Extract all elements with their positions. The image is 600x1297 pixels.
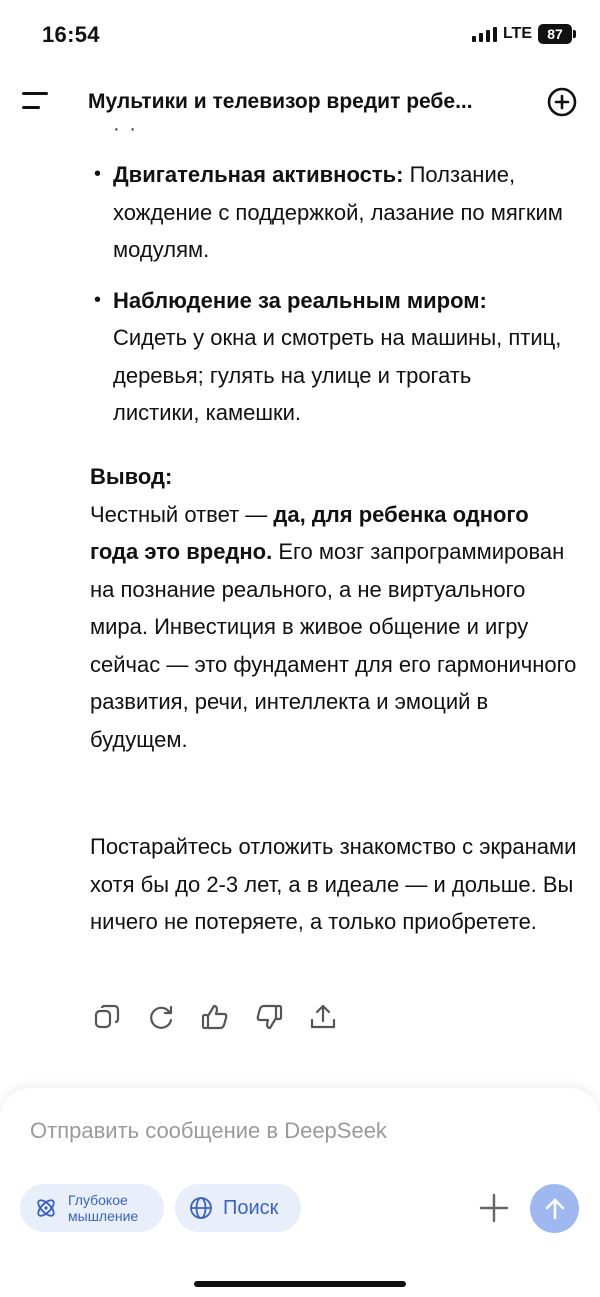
share-icon bbox=[308, 1002, 338, 1032]
message-input[interactable] bbox=[30, 1118, 550, 1144]
share-button[interactable] bbox=[308, 1002, 338, 1032]
like-button[interactable] bbox=[200, 1002, 230, 1032]
arrow-up-icon bbox=[542, 1196, 568, 1222]
thumbs-down-icon bbox=[254, 1002, 284, 1032]
chat-title[interactable]: Мультики и телевизор вредит ребе... bbox=[88, 90, 473, 113]
network-type: LTE bbox=[502, 25, 532, 42]
home-indicator[interactable] bbox=[194, 1281, 406, 1287]
list-item bbox=[0, 156, 563, 269]
conclusion-bold: да, для ребенка одного года это вредно. bbox=[90, 501, 529, 564]
search-label: Поиск bbox=[223, 1196, 279, 1219]
conclusion-prefix: Честный ответ — bbox=[90, 501, 274, 527]
menu-button[interactable] bbox=[22, 89, 50, 113]
deep-thinking-button[interactable] bbox=[20, 1184, 164, 1232]
battery-level: 87 bbox=[547, 26, 563, 42]
closing-paragraph: Постарайтесь отложить знакомство с экранами хотя бы до 2-3 лет, а в идеале — и дольше. Вы ничего не потеряете, а только приобретете. bbox=[90, 834, 577, 934]
search-button[interactable] bbox=[175, 1184, 301, 1232]
atom-icon bbox=[34, 1196, 58, 1220]
list-item bbox=[0, 282, 563, 432]
chat-header bbox=[0, 78, 600, 126]
bullet-text: Ползание, хождение с поддержкой, лазание по мягким модулям. bbox=[113, 162, 563, 262]
copy-button[interactable] bbox=[92, 1002, 122, 1032]
menu-icon bbox=[22, 92, 48, 95]
new-chat-button[interactable] bbox=[546, 86, 578, 118]
regenerate-button[interactable] bbox=[146, 1002, 176, 1032]
status-time: 16:54 bbox=[42, 22, 100, 47]
send-button[interactable] bbox=[530, 1184, 579, 1233]
bullet-heading: Наблюдение за реальным миром: bbox=[113, 287, 487, 313]
message-actions bbox=[92, 1002, 338, 1032]
attach-button[interactable] bbox=[478, 1192, 510, 1224]
bullet-list bbox=[0, 156, 600, 445]
status-bar bbox=[0, 0, 600, 70]
deep-thinking-label: Глубокое мышление bbox=[68, 1192, 139, 1224]
regenerate-icon bbox=[146, 1002, 176, 1032]
plus-icon bbox=[478, 1192, 510, 1224]
copy-icon bbox=[92, 1002, 122, 1032]
battery-icon bbox=[538, 24, 572, 44]
conclusion-block bbox=[90, 458, 580, 758]
signal-icon bbox=[472, 26, 497, 42]
globe-icon bbox=[189, 1196, 213, 1220]
status-indicators bbox=[472, 24, 572, 44]
composer bbox=[0, 1088, 600, 1297]
bullet-text: Сидеть у окна и смотреть на машины, птиц, деревья; гулять на улице и трогать листики, камешки. bbox=[113, 325, 562, 425]
truncated-marker: · · bbox=[113, 118, 138, 140]
bullet-heading: Двигательная активность: bbox=[113, 162, 404, 187]
conclusion-heading: Вывод: bbox=[90, 464, 173, 489]
plus-circle-icon bbox=[546, 86, 578, 118]
dislike-button[interactable] bbox=[254, 1002, 284, 1032]
conclusion-text: Его мозг запрограммирован на познание реального, а не виртуального мира. Инвестиция в живое общение и игру сейчас — это фундамент для его гармоничного развития, речи, интеллекта и эмоций в будущем. bbox=[90, 539, 577, 752]
thumbs-up-icon bbox=[200, 1002, 230, 1032]
